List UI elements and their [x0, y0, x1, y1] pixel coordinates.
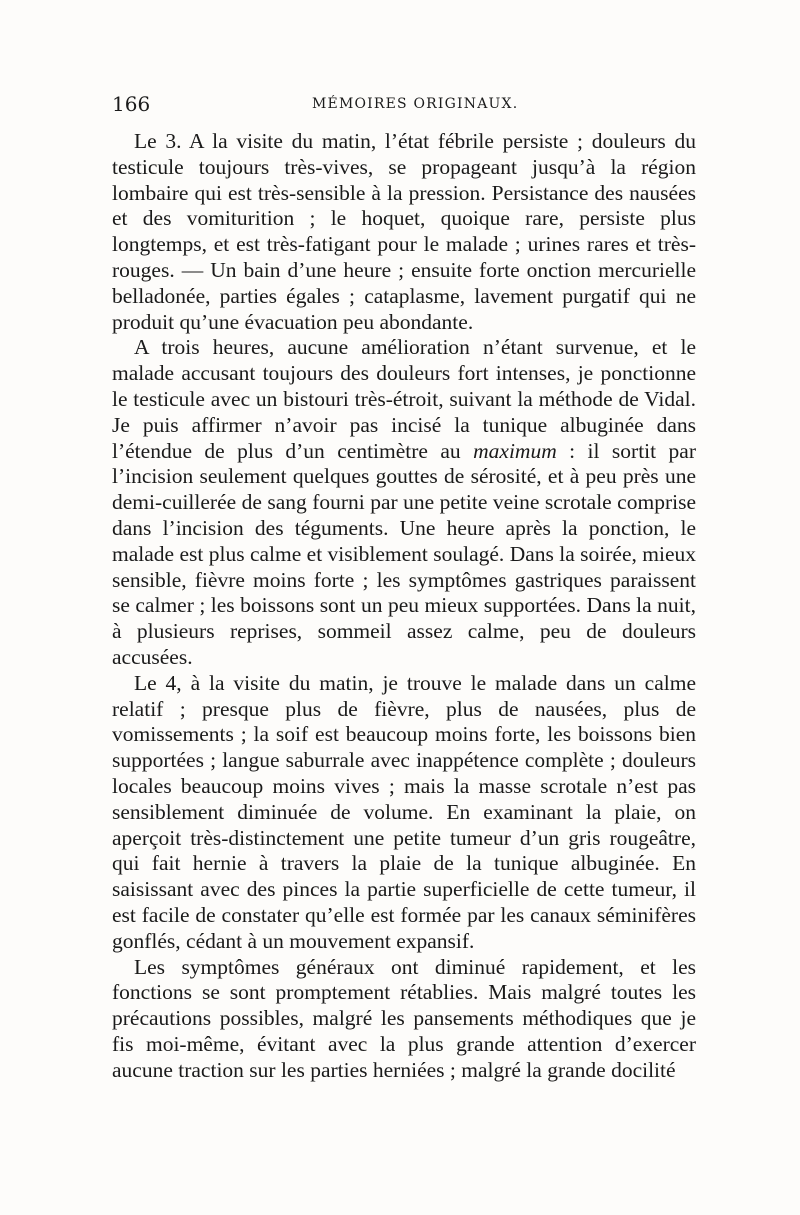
- body-text: [112, 129, 696, 1083]
- paragraph-3: Le 4, à la visite du matin, je trouve le malade dans un calme relatif ; presque plus de fièvre, plus de nausées, plus de vomissements ; la soif est beaucoup moins forte, les boissons bien supportées ; langue saburrale avec inappétence complète ; douleurs locales beaucoup moins vives ; mais la masse scrotale n’est pas sensiblement diminuée de volume. En examinant la plaie, on aperçoit très-distinctement une petite tumeur d’un gris rougeâtre, qui fait hernie à travers la plaie de la tunique albuginée. En saisissant avec des pinces la partie superficielle de cette tumeur, il est facile de constater qu’elle est formée par les canaux séminifères gonflés, cédant à un mouvement expansif.: [112, 670, 696, 953]
- paragraph-1: Le 3. A la visite du matin, l’état fébrile persiste ; douleurs du testicule toujours très-vives, se propageant jusqu’à la région lombaire qui est très-sensible à la pression. Persistance des nausées et des vomiturition ; le hoquet, quoique rare, persiste plus longtemps, et est très-fatigant pour le malade ; urines rares et très-rouges. — Un bain d’une heure ; ensuite forte onction mercurielle belladonée, parties égales ; cataplasme, lavement purgatif qui ne produit qu’une évacuation peu abondante.: [112, 129, 696, 334]
- paragraph-2: [112, 335, 696, 670]
- paragraph-4: Les symptômes généraux ont diminué rapidement, et les fonctions se sont promptement rétablies. Mais malgré toutes les précautions possibles, malgré les pansements méthodiques que je fis moi-même, évitant avec la plus grande attention d’exercer aucune traction sur les parties herniées ; malgré la grande docilité: [112, 954, 696, 1082]
- paragraph-2-continuation: : il sortit par l’incision seulement quelques gouttes de sérosité, et à peu près une demi-cuillerée de sang fourni par une petite veine scrotale comprise dans l’incision des téguments. Une heure après la ponction, le malade est plus calme et visiblement soulagé. Dans la soirée, mieux sensible, fièvre moins forte ; les symptômes gastriques paraissent se calmer ; les boissons sont un peu mieux supportées. Dans la nuit, à plusieurs reprises, sommeil assez calme, peu de douleurs accusées.: [112, 438, 697, 669]
- running-head: MÉMOIRES ORIGINAUX.: [312, 96, 519, 112]
- page-header: [112, 92, 696, 120]
- paragraph-2-italic: maximum: [473, 438, 557, 463]
- page-number: 166: [112, 92, 151, 116]
- paragraph-2-text: A trois heures, aucune amélioration n’étant survenue, et le malade accusant toujours des douleurs fort intenses, je ponctionne le testicule avec un bistouri très-étroit, suivant la méthode de Vidal. Je puis affirmer n’avoir pas incisé la tunique albuginée dans l’étendue de plus d’un centimètre au: [112, 335, 696, 463]
